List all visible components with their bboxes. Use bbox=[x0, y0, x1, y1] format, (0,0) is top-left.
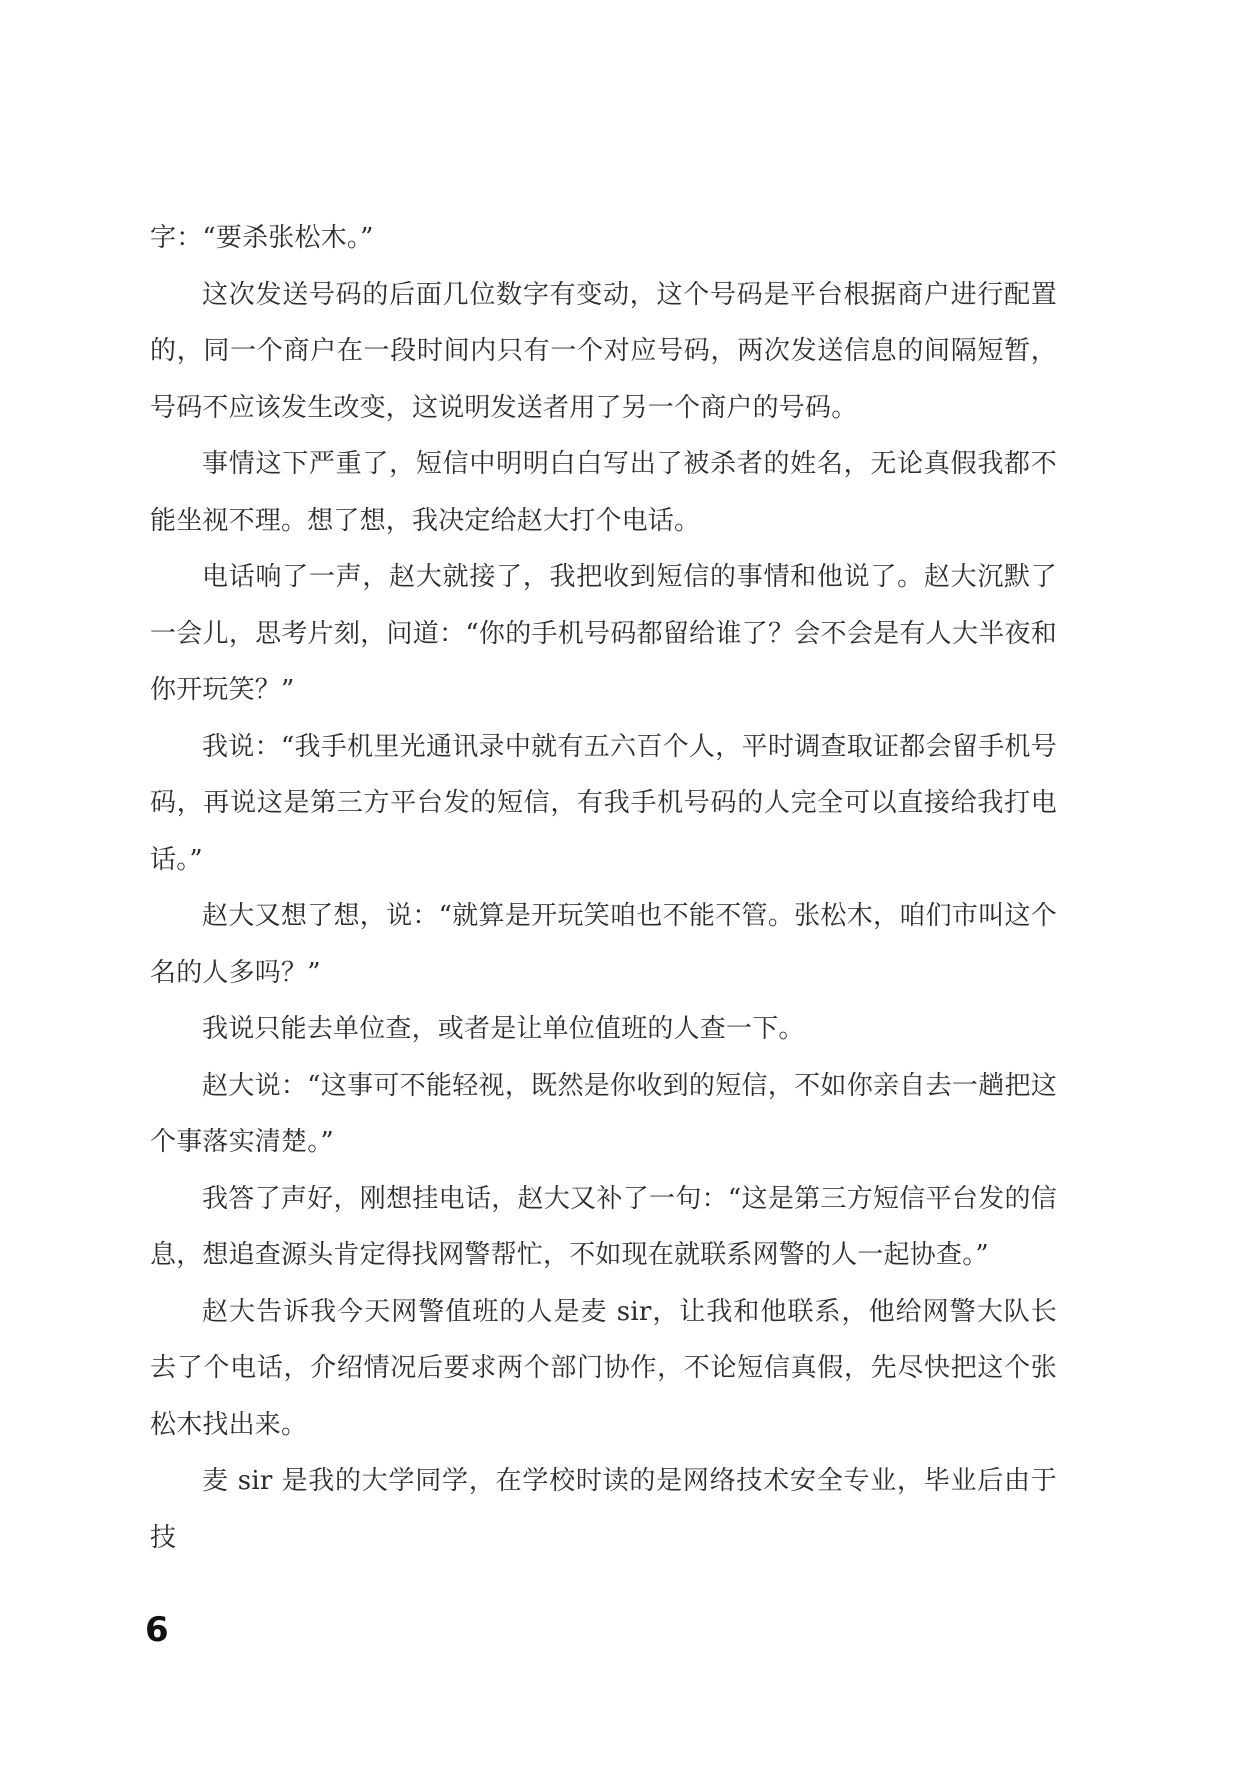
paragraph: 电话响了一声，赵大就接了，我把收到短信的事情和他说了。赵大沉默了一会儿，思考片刻，问道：“你的手机号码都留给谁了？会不会是有人大半夜和你开玩笑？” bbox=[150, 562, 1057, 705]
paragraph: 我说：“我手机里光通讯录中就有五六百个人，平时调查取证都会留手机号码，再说这是第三方平台发的短信，有我手机号码的人完全可以直接给我打电话。” bbox=[150, 731, 1057, 875]
paragraph: 赵大说：“这事可不能轻视，既然是你收到的短信，不如你亲自去一趟把这个事落实清楚。” bbox=[150, 1070, 1057, 1157]
paragraph: 赵大告诉我今天网警值班的人是麦 sir，让我和他联系，他给网警大队长去了个电话，介绍情况后要求两个部门协作，不论短信真假，先尽快把这个张松木找出来。 bbox=[150, 1296, 1057, 1440]
paragraph: 赵大又想了想，说：“就算是开玩笑咱也不能不管。张松木，咱们市叫这个名的人多吗？” bbox=[150, 901, 1057, 988]
paragraph: 我答了声好，刚想挂电话，赵大又补了一句：“这是第三方短信平台发的信息，想追查源头肯定得找网警帮忙，不如现在就联系网警的人一起协查。” bbox=[150, 1183, 1057, 1270]
paragraph: 事情这下严重了，短信中明明白白写出了被杀者的姓名，无论真假我都不能坐视不理。想了想，我决定给赵大打个电话。 bbox=[150, 449, 1057, 536]
page-body bbox=[150, 210, 1057, 1566]
paragraph: 这次发送号码的后面几位数字有变动，这个号码是平台根据商户进行配置的，同一个商户在一段时间内只有一个对应号码，两次发送信息的间隔短暂，号码不应该发生改变，这说明发送者用了另一个商户的号码。 bbox=[150, 279, 1057, 423]
page-number: 6 bbox=[145, 1610, 169, 1650]
paragraph: 麦 sir 是我的大学同学，在学校时读的是网络技术安全专业，毕业后由于技 bbox=[150, 1466, 1057, 1553]
paragraph: 字：“要杀张松木。” bbox=[150, 223, 374, 253]
paragraph: 我说只能去单位查，或者是让单位值班的人查一下。 bbox=[202, 1014, 805, 1044]
